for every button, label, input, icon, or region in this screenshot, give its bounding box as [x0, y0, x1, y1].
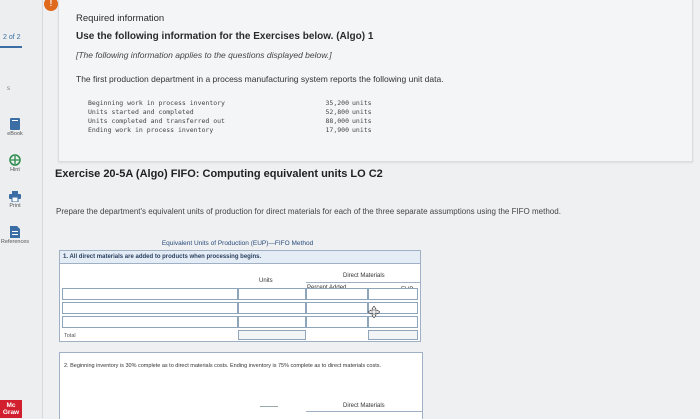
unit-data-value: 35,200: [325, 99, 349, 107]
unit-data-unit: units: [352, 108, 372, 116]
required-info-heading: Required information: [76, 13, 165, 24]
percent-added-input[interactable]: [306, 316, 368, 328]
units-input[interactable]: [238, 302, 306, 314]
direct-materials-header: Direct Materials: [343, 273, 385, 279]
references-button[interactable]: [0, 226, 30, 245]
row-label-input[interactable]: [62, 288, 238, 300]
header-divider-2: [306, 411, 422, 412]
unit-data-row: [88, 99, 372, 108]
unit-data-row: [88, 126, 372, 135]
assumption-2-text: 2. Beginning inventory is 30% complete as to direct materials costs. Ending inventory is 75% complete as to direct materials costs.: [64, 363, 382, 369]
row-label-input[interactable]: [62, 302, 238, 314]
references-icon: [10, 226, 20, 238]
applies-note: [The following information applies to the questions displayed below.]: [76, 50, 332, 60]
total-label: Total: [64, 333, 76, 339]
header-divider: [306, 282, 420, 283]
eup-answer-table: [59, 250, 421, 342]
unit-data-unit: units: [352, 126, 372, 134]
references-label: References: [0, 239, 30, 245]
units-column-header: Units: [259, 278, 273, 284]
unit-data-value: 52,800: [325, 108, 349, 116]
unit-data-row: [88, 117, 372, 126]
eup-total-cell[interactable]: [368, 330, 418, 340]
eup-table-title: Equivalent Units of Production (EUP)—FIFO Method: [161, 240, 314, 247]
units-header-placeholder: [260, 406, 278, 407]
unit-data-row: [88, 108, 372, 117]
percent-added-input[interactable]: [306, 302, 368, 314]
move-cursor-icon: [368, 306, 380, 318]
percent-added-input[interactable]: [306, 288, 368, 300]
print-icon: [9, 191, 21, 202]
unit-data-intro: The first production department in a process manufacturing system reports the following unit data.: [76, 74, 444, 84]
left-toolbar: [0, 0, 43, 418]
assumption-2-panel: [59, 352, 423, 419]
unit-data-label: Units completed and transferred out: [88, 117, 225, 125]
unit-data-value: 88,000: [325, 117, 349, 125]
exercise-title: Exercise 20-5A (Algo) FIFO: Computing equivalent units LO C2: [55, 168, 383, 180]
logo-line-1: Mc: [6, 402, 16, 409]
page-indicator-underline: [0, 46, 22, 48]
hint-label: Hint: [10, 167, 20, 173]
exercise-prompt: Prepare the department's equivalent units of production for direct materials for each of the three separate assumptions using the FIFO method.: [56, 207, 561, 216]
ebook-button[interactable]: [0, 118, 30, 137]
small-label: s: [7, 86, 10, 92]
unit-data-label: Ending work in process inventory: [88, 126, 214, 134]
required-information-panel: [58, 0, 693, 162]
assumption-1-banner: 1. All direct materials are added to products when processing begins.: [60, 251, 420, 264]
print-label: Print: [9, 203, 21, 209]
units-input[interactable]: [238, 288, 306, 300]
unit-data-unit: units: [352, 117, 372, 125]
units-input[interactable]: [238, 316, 306, 328]
page-indicator[interactable]: 2 of 2: [3, 34, 21, 41]
logo-line-2: Graw: [2, 409, 20, 416]
hint-icon: [9, 154, 21, 166]
unit-data-table: [88, 99, 372, 135]
hint-button[interactable]: [0, 154, 30, 173]
mcgraw-logo: [0, 400, 22, 418]
unit-data-label: Beginning work in process inventory: [88, 99, 225, 107]
row-label-input[interactable]: [62, 316, 238, 328]
eup-input[interactable]: [368, 288, 418, 300]
unit-data-value: 17,900: [325, 126, 349, 134]
units-total-cell[interactable]: [238, 330, 306, 340]
unit-data-label: Units started and completed: [88, 108, 194, 116]
alert-badge: !: [44, 0, 58, 11]
ebook-icon: [10, 118, 20, 130]
unit-data-unit: units: [352, 99, 372, 107]
print-button[interactable]: [0, 191, 30, 209]
ebook-label: eBook: [7, 131, 23, 137]
direct-materials-header-2: Direct Materials: [343, 403, 385, 409]
use-following-text: Use the following information for the Exercises below. (Algo) 1: [76, 31, 374, 42]
